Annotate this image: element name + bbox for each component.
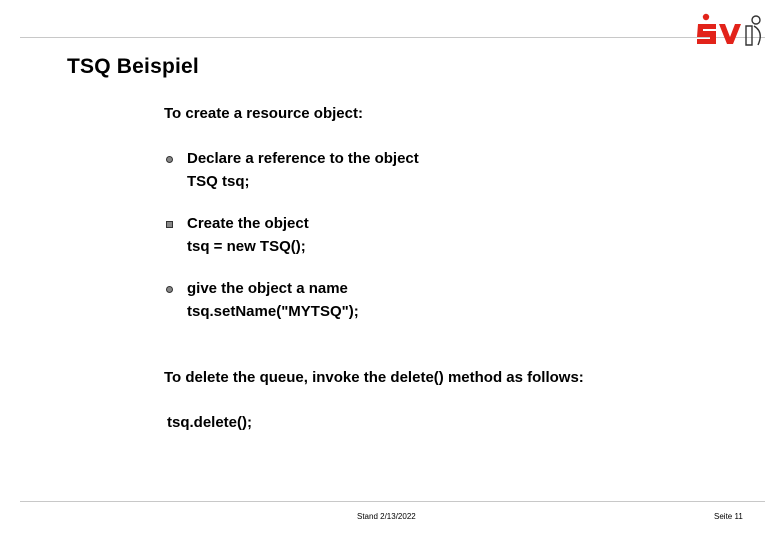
bullet-marker (166, 286, 173, 293)
create-heading: To create a resource object: (164, 105, 363, 122)
delete-code: tsq.delete(); (167, 414, 253, 431)
header-rule (20, 37, 765, 38)
bullet-text: give the object a name (187, 280, 348, 297)
bullet-code: tsq.setName("MYTSQ"); (187, 303, 359, 320)
bullet-code: TSQ tsq; (187, 173, 250, 190)
footer-page-number: Seite 11 (714, 512, 743, 521)
bullet-text: Create the object (187, 215, 309, 232)
footer-date: Stand 2/13/2022 (357, 512, 416, 521)
svi-logo-icon (694, 12, 770, 48)
bullet-code: tsq = new TSQ(); (187, 238, 306, 255)
slide-title: TSQ Beispiel (67, 55, 199, 78)
bullet-text: Declare a reference to the object (187, 150, 419, 167)
delete-heading: To delete the queue, invoke the delete() method as follows: (164, 369, 584, 386)
bullet-marker (166, 156, 173, 163)
bullet-marker (166, 221, 173, 228)
footer-rule (20, 501, 765, 502)
